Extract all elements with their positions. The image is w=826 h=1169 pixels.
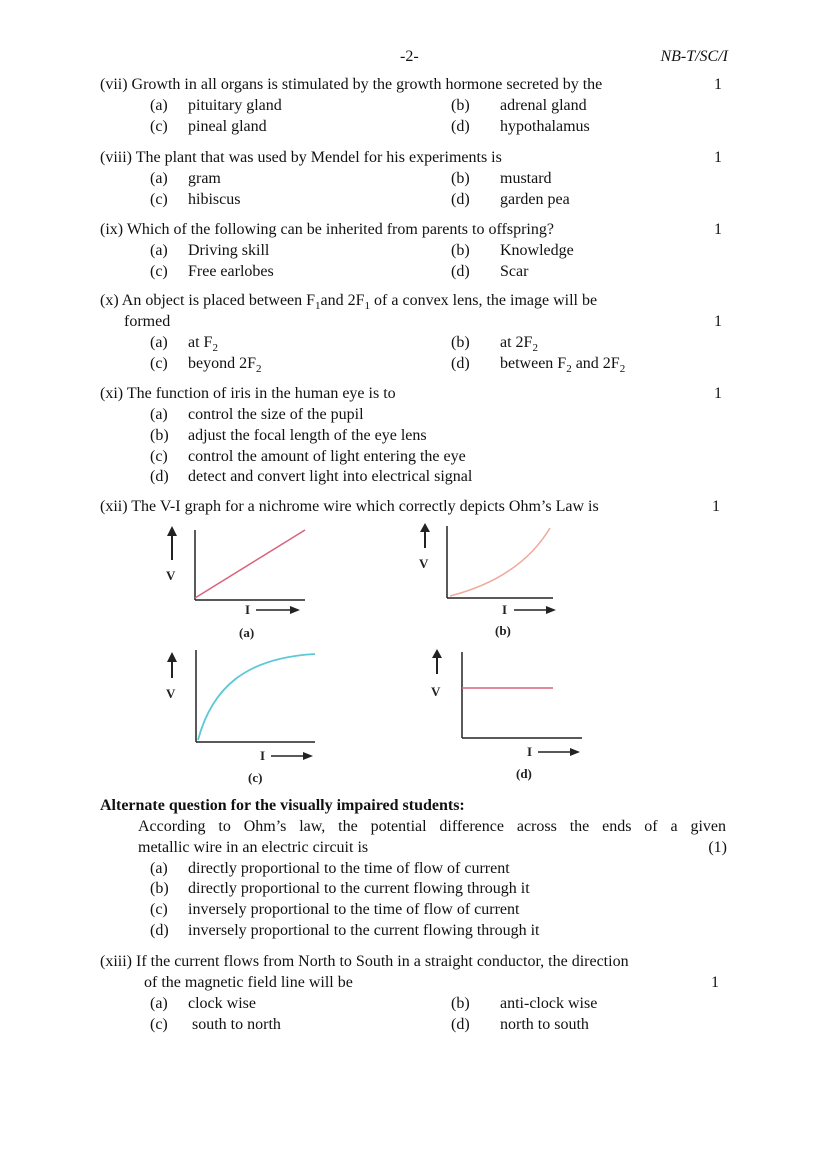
- y-arrowhead: [167, 526, 177, 536]
- option-d: (d) north to south: [451, 1016, 589, 1033]
- question-13-stem-cont: of the magnetic field line will be: [144, 974, 353, 991]
- question-8-stem: (viii) The plant that was used by Mendel for his experiments is: [100, 149, 502, 166]
- x-arrowhead: [303, 752, 313, 760]
- y-axis-label: V: [166, 686, 176, 701]
- option-b: (b) adjust the focal length of the eye lens: [150, 427, 427, 444]
- graph-b-svg: [410, 522, 580, 644]
- option-c: (c) pineal gland: [150, 118, 267, 135]
- option-b: (b) anti-clock wise: [451, 995, 598, 1012]
- page-number: -2-: [400, 48, 419, 65]
- y-axis-label: V: [166, 568, 176, 583]
- graph-a: [150, 522, 320, 649]
- alternate-heading: Alternate question for the visually impaired students:: [100, 797, 465, 814]
- option-c: (c) south to north: [150, 1016, 281, 1033]
- x-axis-label: I: [527, 744, 533, 759]
- graph-caption: (d): [516, 766, 532, 781]
- question-7-stem: (vii) Growth in all organs is stimulated by the growth hormone secreted by the: [100, 76, 603, 93]
- option-c: (c) control the amount of light entering the eye: [150, 448, 466, 465]
- y-axis-label: V: [419, 556, 429, 571]
- option-b: (b) at $2F_2$: [451, 334, 538, 355]
- option-a: (a) clock wise: [150, 995, 256, 1012]
- x-arrowhead: [570, 748, 580, 756]
- y-axis-label: V: [431, 684, 441, 699]
- vi-curve: [198, 654, 315, 740]
- alternate-stem: According to Ohm’s law, the potential difference across the ends of a given: [138, 818, 726, 835]
- option-d: (d) detect and convert light into electrical signal: [150, 468, 473, 485]
- option-d: (d) inversely proportional to the current flowing through it: [150, 922, 540, 939]
- option-a: (a) directly proportional to the time of flow of current: [150, 860, 510, 877]
- question-10-marks: 1: [714, 313, 722, 330]
- option-b: (b) directly proportional to the current flowing through it: [150, 880, 530, 897]
- question-12-marks: 1: [712, 498, 720, 515]
- alternate-stem-cont: metallic wire in an electric circuit is: [138, 839, 369, 856]
- option-a: (a) pituitary gland: [150, 97, 282, 114]
- graph-d-svg: [410, 648, 590, 788]
- paper-code: NB-T/SC/I: [660, 48, 728, 65]
- question-10-stem-cont: formed: [124, 313, 171, 330]
- x-arrowhead: [546, 606, 556, 614]
- graph-caption: (b): [495, 623, 511, 638]
- option-b: (b) Knowledge: [451, 242, 574, 259]
- x-axis-label: I: [502, 602, 508, 617]
- option-c: (c) inversely proportional to the time of flow of current: [150, 901, 520, 918]
- question-10-stem: (x) An object is placed between $F_1and$ $2F_1$ of a convex lens, the image will be: [100, 292, 598, 313]
- y-arrowhead: [432, 649, 442, 658]
- y-arrowhead: [420, 523, 430, 532]
- option-c: (c) Free earlobes: [150, 263, 274, 280]
- question-11-stem: (xi) The function of iris in the human eye is to: [100, 385, 396, 402]
- alternate-marks: (1): [708, 839, 727, 856]
- vi-curve: [195, 530, 305, 598]
- y-arrowhead: [167, 652, 177, 662]
- vi-curve: [450, 528, 550, 596]
- x-axis-label: I: [260, 748, 266, 763]
- option-a: (a) control the size of the pupil: [150, 406, 364, 423]
- graph-c: [150, 648, 325, 793]
- option-d: (d) between $F_2$ and $2F_2$: [451, 355, 626, 376]
- option-b: (b) adrenal gland: [451, 97, 587, 114]
- graph-d: [410, 648, 590, 793]
- question-9-marks: 1: [714, 221, 722, 238]
- graph-caption: (c): [248, 770, 263, 785]
- question-11-marks: 1: [714, 385, 722, 402]
- question-12-stem: (xii) The V-I graph for a nichrome wire which correctly depicts Ohm’s Law is: [100, 498, 599, 515]
- question-13-stem: (xiii) If the current flows from North to South in a straight conductor, the direction: [100, 953, 629, 970]
- option-b: (b) mustard: [451, 170, 552, 187]
- option-d: (d) Scar: [451, 263, 529, 280]
- option-c: (c) beyond $2F_2$: [150, 355, 262, 376]
- question-7-marks: 1: [714, 76, 722, 93]
- option-a: (a) gram: [150, 170, 221, 187]
- option-c: (c) hibiscus: [150, 191, 241, 208]
- question-8-marks: 1: [714, 149, 722, 166]
- graph-c-svg: [150, 648, 325, 788]
- question-9-stem: (ix) Which of the following can be inherited from parents to offspring?: [100, 221, 554, 238]
- x-axis-label: I: [245, 602, 251, 617]
- option-d: (d) garden pea: [451, 191, 570, 208]
- option-a: (a) at $F_2$: [150, 334, 218, 355]
- x-arrowhead: [290, 606, 300, 614]
- graph-caption: (a): [239, 625, 255, 640]
- option-a: (a) Driving skill: [150, 242, 270, 259]
- question-13-marks: 1: [711, 974, 719, 991]
- graph-b: [410, 522, 580, 649]
- option-d: (d) hypothalamus: [451, 118, 590, 135]
- graph-a-svg: [150, 522, 320, 644]
